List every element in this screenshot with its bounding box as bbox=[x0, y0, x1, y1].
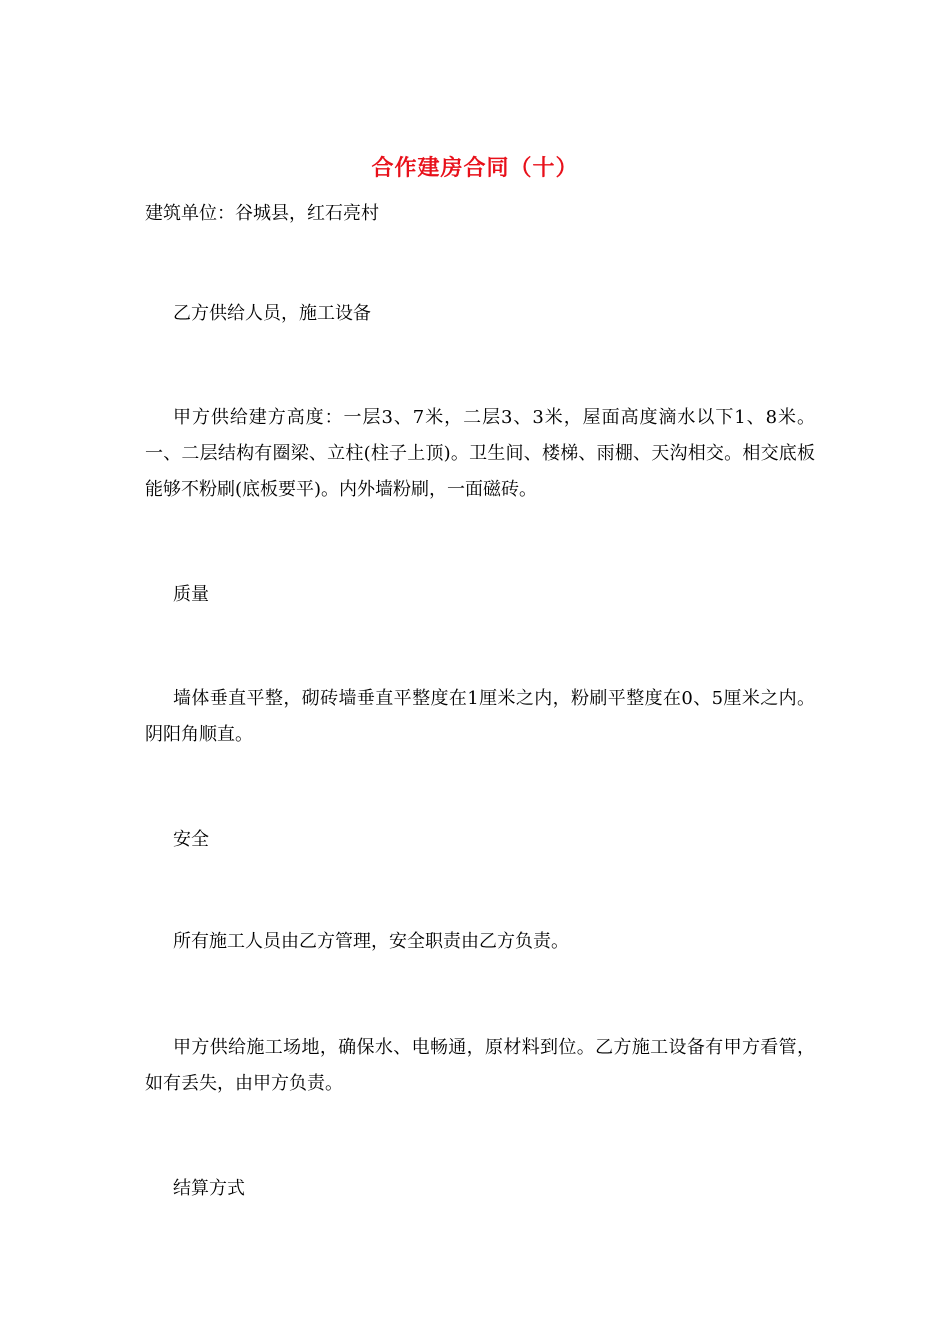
party-a-height-paragraph: 甲方供给建方高度：一层3、7米，二层3、3米，屋面高度滴水以下1、8米。一、二层结构有圈梁、立柱(柱子上顶)。卫生间、楼梯、雨棚、天沟相交。相交底板能够不粉刷(底板要平)。内外墙粉刷，一面磁砖。 bbox=[145, 407, 815, 500]
settlement-heading: 结算方式 bbox=[173, 1178, 245, 1199]
quality-heading: 质量 bbox=[173, 584, 209, 605]
quality-paragraph: 墙体垂直平整，砌砖墙垂直平整度在1厘米之内，粉刷平整度在0、5厘米之内。阴阳角顺直。 bbox=[145, 688, 815, 745]
site-paragraph: 甲方供给施工场地，确保水、电畅通，原材料到位。乙方施工设备有甲方看管，如有丢失，由甲方负责。 bbox=[145, 1037, 815, 1094]
safety-heading: 安全 bbox=[173, 829, 209, 850]
document-title: 合作建房合同（十） bbox=[371, 155, 579, 181]
building-unit-line: 建筑单位：谷城县，红石亮村 bbox=[145, 203, 379, 224]
safety-paragraph: 所有施工人员由乙方管理，安全职责由乙方负责。 bbox=[173, 931, 569, 952]
party-b-supply-line: 乙方供给人员，施工设备 bbox=[173, 303, 371, 324]
